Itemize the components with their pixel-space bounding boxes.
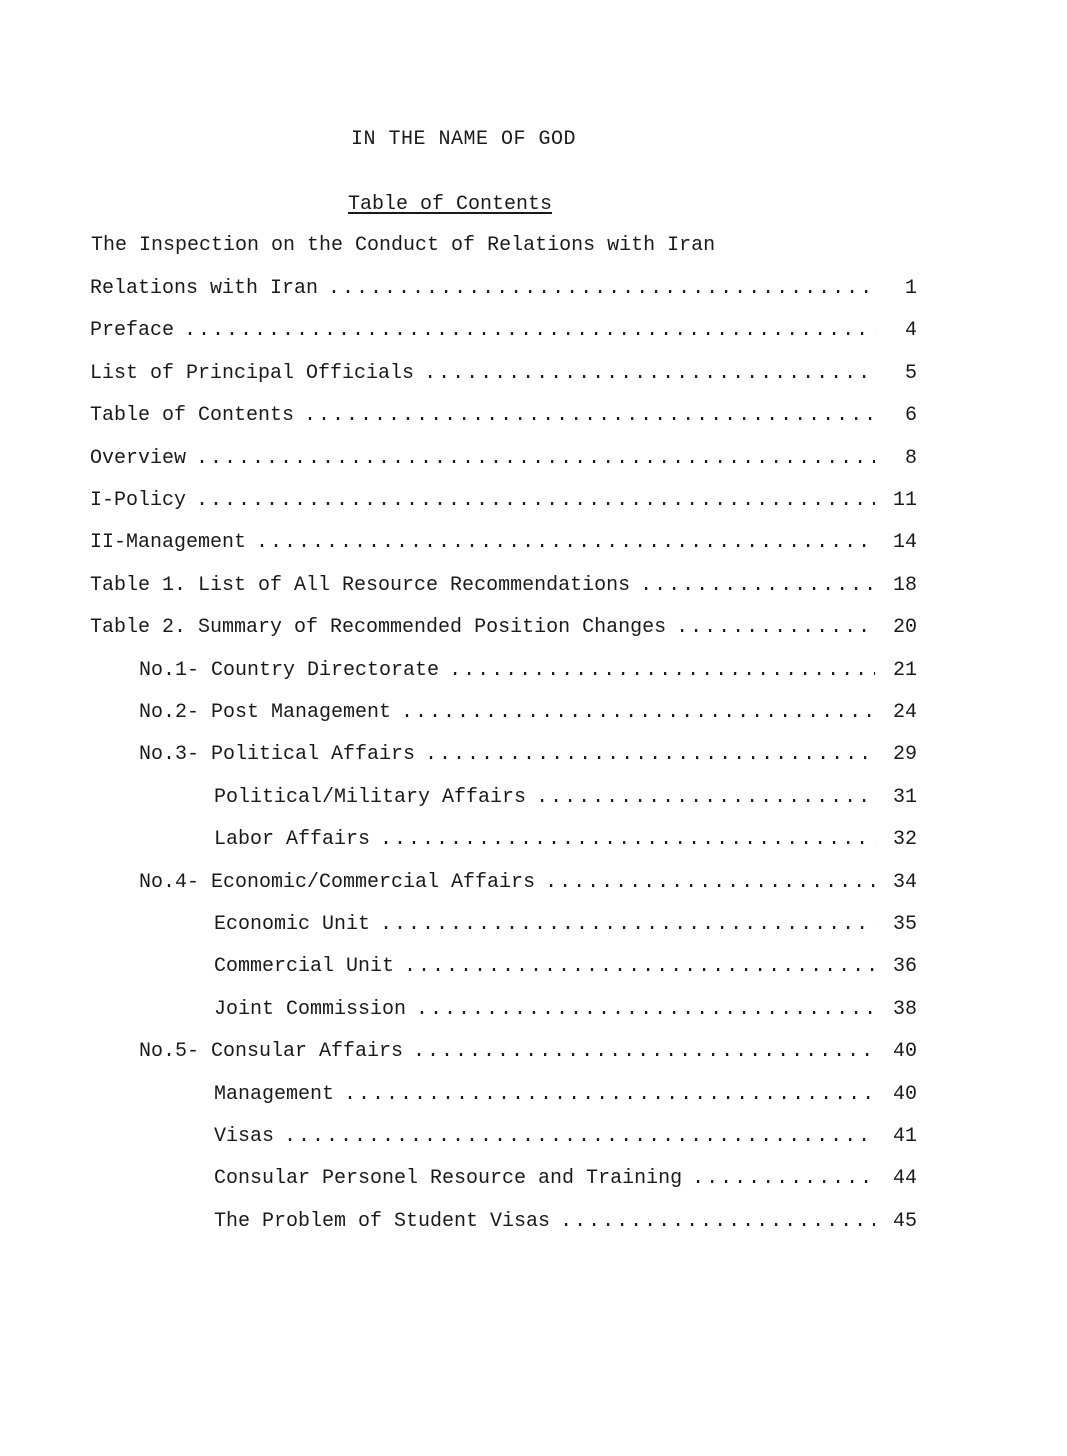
- toc-entry-page-number: 35: [892, 913, 917, 936]
- toc-entry: [214, 785, 917, 811]
- toc-entry: [139, 870, 917, 896]
- toc-entry-page-number: 38: [892, 997, 917, 1021]
- toc-entry-page-number: 5: [904, 361, 917, 385]
- toc-dot-leader: [404, 954, 875, 980]
- toc-entry-page-number: 40: [892, 1082, 917, 1106]
- toc-entry-page-number: 18: [892, 573, 917, 597]
- toc-dot-leader: [256, 530, 875, 556]
- toc-dot-leader: [449, 658, 875, 684]
- toc-entry: [214, 1166, 917, 1192]
- toc-entry: [90, 615, 917, 641]
- toc-dot-leader: [413, 1039, 875, 1065]
- toc-entry: [139, 1039, 917, 1065]
- toc-entry: [214, 1124, 917, 1150]
- toc-entry-label: Table 2. Summary of Recommended Position Changes: [90, 616, 667, 640]
- toc-dot-leader: [380, 827, 875, 853]
- toc-dot-leader: [425, 742, 875, 768]
- toc-entry: [90, 403, 917, 429]
- toc-entry-label: Preface: [90, 319, 175, 343]
- toc-dot-leader: [424, 361, 875, 387]
- toc-entry-label: Table of Contents: [90, 404, 295, 428]
- toc-dot-leader: [401, 700, 875, 726]
- toc-entry: [90, 446, 917, 472]
- toc-dot-leader: [560, 1209, 875, 1235]
- toc-entry-page-number: 31: [892, 785, 917, 809]
- toc-entry-label: No.2- Post Management: [139, 701, 392, 724]
- toc-dot-leader: [676, 615, 875, 641]
- toc-entry-label: The Problem of Student Visas: [214, 1209, 551, 1233]
- toc-entry: [90, 276, 917, 302]
- toc-entry-page-number: 45: [892, 1209, 917, 1233]
- toc-entry-label: Economic Unit: [214, 913, 371, 936]
- toc-dot-leader: [545, 870, 875, 896]
- toc-entry: [139, 700, 917, 726]
- toc-entry-page-number: 1: [904, 277, 917, 300]
- toc-dot-leader: [328, 276, 875, 302]
- toc-dot-leader: [536, 785, 875, 811]
- toc-entry-page-number: 34: [892, 870, 917, 894]
- toc-entry: [139, 658, 917, 684]
- toc-entry-label: Political/Military Affairs: [214, 785, 527, 809]
- toc-entry-page-number: 4: [904, 319, 917, 343]
- toc-entry-page-number: 36: [892, 955, 917, 979]
- toc-entry-label: Management: [214, 1082, 335, 1106]
- toc-entry-label: II-Management: [90, 531, 247, 555]
- toc-entry-label: Commercial Unit: [214, 955, 395, 979]
- toc-entry-label: No.1- Country Directorate: [139, 658, 440, 682]
- toc-dot-leader: [284, 1124, 875, 1150]
- toc-entry-label: I-Policy: [90, 489, 187, 512]
- toc-dot-leader: [692, 1166, 875, 1192]
- toc-entry: [90, 318, 917, 344]
- toc-dot-leader: [196, 446, 875, 472]
- document-heading: IN THE NAME OF GOD: [351, 128, 577, 151]
- toc-entry-label: Labor Affairs: [214, 828, 371, 852]
- toc-entry: [214, 954, 917, 980]
- toc-entry-page-number: 41: [892, 1125, 917, 1148]
- toc-entry-label: Joint Commission: [214, 997, 407, 1021]
- toc-entry: [90, 488, 917, 514]
- toc-entry: [90, 573, 917, 599]
- toc-entry-page-number: 40: [892, 1040, 917, 1064]
- toc-entry: [90, 530, 917, 556]
- toc-entry-label: Overview: [90, 446, 187, 470]
- toc-entry-page-number: 44: [892, 1167, 917, 1191]
- toc-entry-page-number: 21: [892, 658, 917, 682]
- toc-dot-leader: [640, 573, 875, 599]
- toc-entry-label: No.5- Consular Affairs: [139, 1040, 404, 1064]
- toc-entry-label: Consular Personel Resource and Training: [214, 1167, 683, 1191]
- toc-dot-leader: [304, 403, 875, 429]
- toc-entry-page-number: 29: [892, 743, 917, 767]
- toc-dot-leader: [380, 912, 875, 938]
- toc-entry-label: No.3- Political Affairs: [139, 743, 416, 767]
- toc-dot-leader: [416, 997, 875, 1023]
- toc-entry-page-number: 24: [892, 701, 917, 724]
- toc-entry: [214, 912, 917, 938]
- toc-entry: [214, 1082, 917, 1108]
- toc-title: Table of Contents: [348, 193, 553, 216]
- toc-entry-page-number: 11: [892, 489, 917, 512]
- toc-entry-label: Table 1. List of All Resource Recommendations: [90, 573, 631, 597]
- toc-entry-label: No.4- Economic/Commercial Affairs: [139, 870, 536, 894]
- toc-entry-label: Relations with Iran: [90, 277, 319, 300]
- toc-entry-page-number: 8: [904, 446, 917, 470]
- toc-entry-page-number: 20: [892, 616, 917, 640]
- toc-entry-page-number: 14: [892, 531, 917, 555]
- toc-entry-label: List of Principal Officials: [90, 361, 415, 385]
- toc-entry-label: Visas: [214, 1125, 275, 1148]
- toc-entry: [139, 742, 917, 768]
- toc-entry-page-number: 32: [892, 828, 917, 852]
- toc-entry: [90, 361, 917, 387]
- toc-dot-leader: [344, 1082, 875, 1108]
- report-title: The Inspection on the Conduct of Relations with Iran: [91, 234, 716, 257]
- toc-dot-leader: [196, 488, 875, 514]
- toc-dot-leader: [184, 318, 875, 344]
- toc-entry: [214, 997, 917, 1023]
- toc-entry: [214, 1209, 917, 1235]
- toc-entry: [214, 827, 917, 853]
- toc-entry-page-number: 6: [904, 404, 917, 428]
